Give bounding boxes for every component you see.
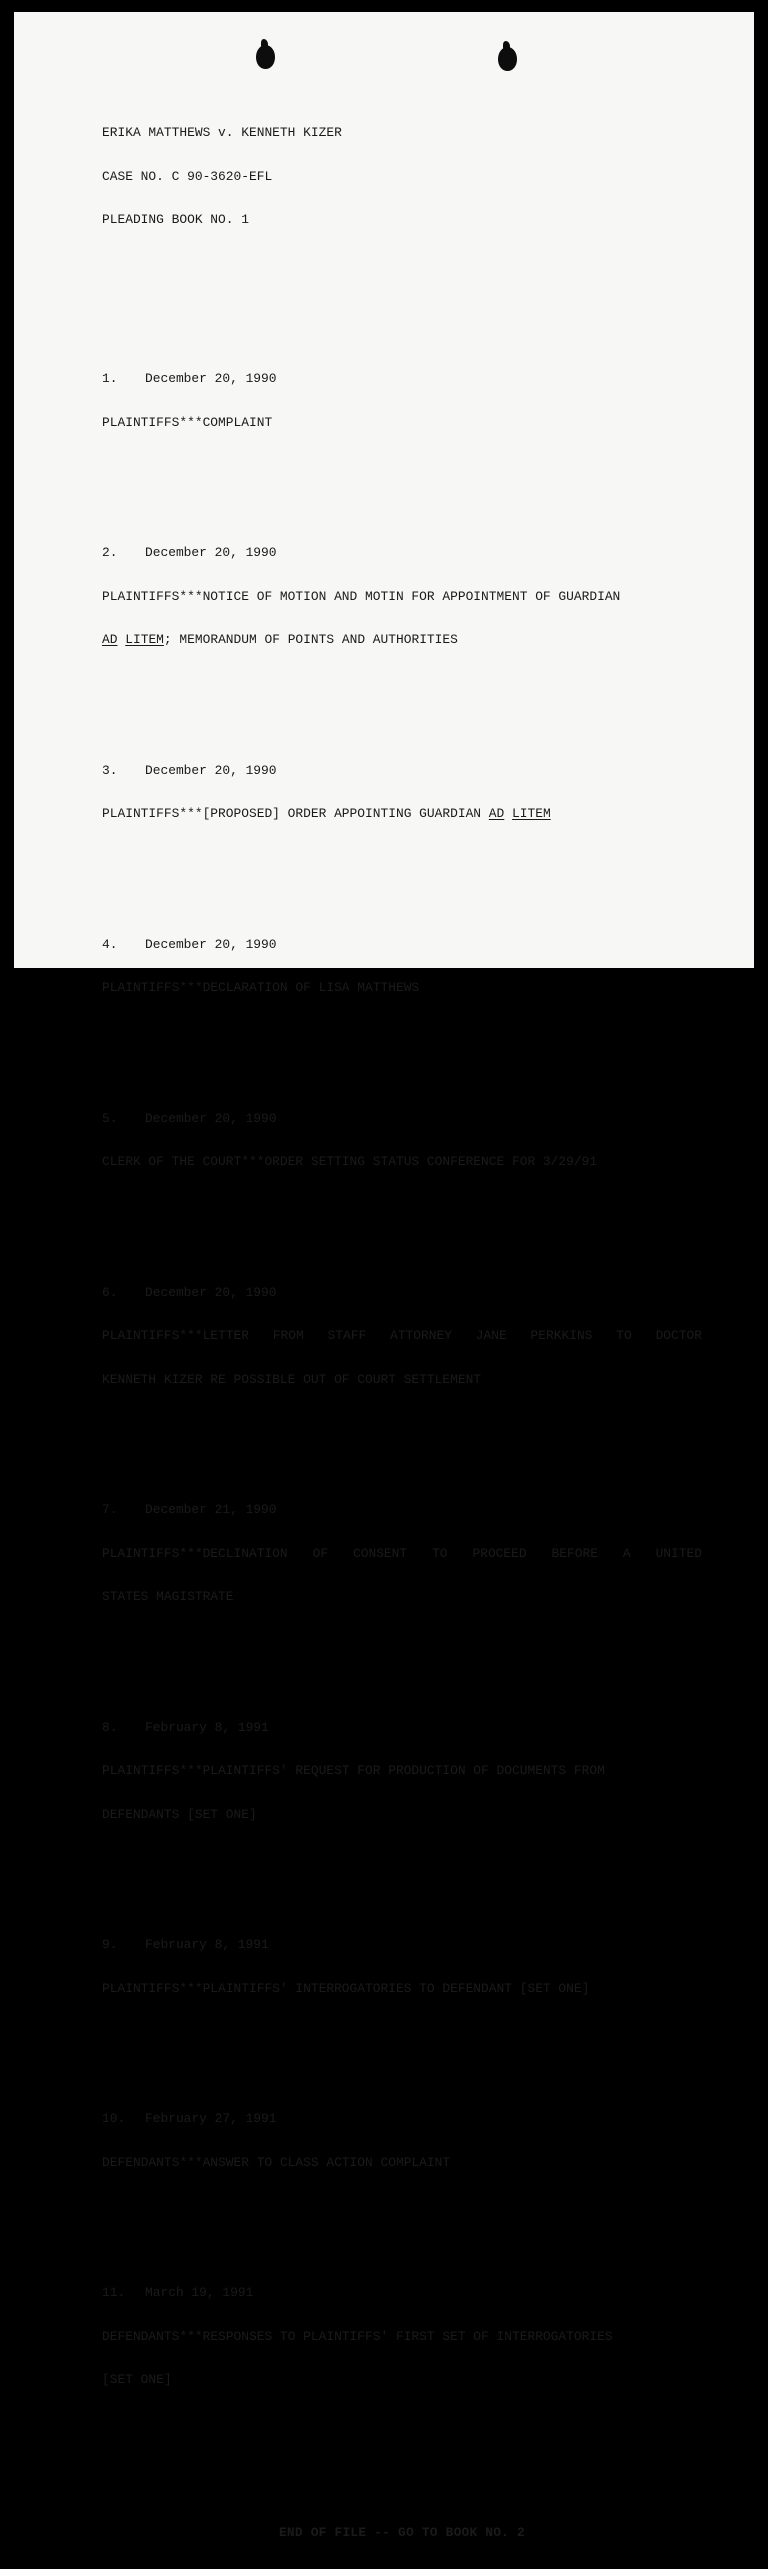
entry-date: December 20, 1990 <box>145 936 277 952</box>
punch-hole-right <box>498 47 517 71</box>
entry-description: PLAINTIFFS***NOTICE OF MOTION AND MOTIN FOR APPOINTMENT OF GUARDIAN <box>102 588 621 604</box>
case-number: CASE NO. C 90-3620-EFL <box>102 168 273 184</box>
entry-description-continued: STATES MAGISTRATE <box>102 1589 234 1604</box>
underlined-litem: LITEM <box>512 806 551 821</box>
entry-number: 2. <box>102 545 118 560</box>
end-of-file-note: END OF FILE -- GO TO BOOK NO. 2 <box>278 2524 525 2540</box>
entry-date: December 20, 1990 <box>145 371 277 386</box>
entry-number: 5. <box>102 1110 118 1126</box>
document-content <box>102 97 702 2569</box>
entry-number: 10. <box>102 2111 126 2126</box>
entry-number: 11. <box>102 2285 126 2300</box>
entry-number: 4. <box>102 936 118 952</box>
list-item <box>102 1909 702 2025</box>
entry-description: PLAINTIFFS***DECLINATION OF CONSENT TO PROCEED BEFORE A UNITED <box>102 1545 702 1561</box>
entry-number: 1. <box>102 371 118 386</box>
entry-description: DEFENDANTS***RESPONSES TO PLAINTIFFS' FIRST SET OF INTERROGATORIES <box>102 2328 613 2344</box>
entry-number: 7. <box>102 1502 118 1517</box>
entry-date: December 20, 1990 <box>145 1110 277 1126</box>
list-item <box>102 2257 702 2417</box>
punch-hole-left <box>256 45 275 69</box>
entry-date: December 20, 1990 <box>145 1284 277 1300</box>
entry-description-continued: KENNETH KIZER RE POSSIBLE OUT OF COURT SETTLEMENT <box>102 1371 482 1387</box>
entry-description: PLAINTIFFS***[PROPOSED] ORDER APPOINTING GUARDIAN AD LITEM <box>102 806 551 821</box>
entry-description: DEFENDANTS***ANSWER TO CLASS ACTION COMPLAINT <box>102 2154 451 2170</box>
entry-date: March 19, 1991 <box>145 2285 254 2300</box>
pleading-list <box>102 314 702 2460</box>
underlined-ad: AD <box>488 806 505 821</box>
list-item <box>102 735 702 851</box>
entry-description: PLAINTIFFS***LETTER FROM STAFF ATTORNEY JANE PERKKINS TO DOCTOR <box>102 1328 702 1343</box>
entry-description-continued: [SET ONE] <box>102 2372 172 2387</box>
case-title: ERIKA MATTHEWS v. KENNETH KIZER <box>102 125 342 140</box>
entry-description: CLERK OF THE COURT***ORDER SETTING STATUS CONFERENCE FOR 3/29/91 <box>102 1154 598 1169</box>
list-item <box>102 1257 702 1417</box>
document-page <box>14 12 754 2540</box>
entry-number: 6. <box>102 1284 118 1300</box>
entry-description-continued: DEFENDANTS [SET ONE] <box>102 1806 257 1822</box>
entry-number: 8. <box>102 1719 118 1735</box>
entry-date: February 8, 1991 <box>145 1937 269 1952</box>
list-item <box>102 517 702 677</box>
entry-date: February 27, 1991 <box>145 2111 277 2126</box>
list-item <box>102 1692 702 1852</box>
entry-description: PLAINTIFFS***PLAINTIFFS' REQUEST FOR PRODUCTION OF DOCUMENTS FROM <box>102 1763 605 1778</box>
entry-number: 9. <box>102 1937 118 1952</box>
entry-description-continued: AD LITEM; MEMORANDUM OF POINTS AND AUTHORITIES <box>102 632 458 647</box>
list-item <box>102 2083 702 2199</box>
underlined-ad: AD <box>102 632 118 647</box>
entry-date: December 20, 1990 <box>145 762 277 778</box>
entry-description: PLAINTIFFS***PLAINTIFFS' INTERROGATORIES TO DEFENDANT [SET ONE] <box>102 1980 590 1996</box>
list-item <box>102 909 702 1025</box>
entry-description: PLAINTIFFS***COMPLAINT <box>102 414 273 430</box>
list-item <box>102 1083 702 1199</box>
entry-description: PLAINTIFFS***DECLARATION OF LISA MATTHEWS <box>102 980 420 995</box>
entry-date: February 8, 1991 <box>145 1719 269 1735</box>
entry-date: December 21, 1990 <box>145 1502 277 1517</box>
entry-number: 3. <box>102 762 118 778</box>
entry-date: December 20, 1990 <box>145 545 277 560</box>
pleading-book-number: PLEADING BOOK NO. 1 <box>102 212 249 227</box>
list-item <box>102 1474 702 1634</box>
underlined-litem: LITEM <box>125 632 164 647</box>
list-item <box>102 343 702 459</box>
